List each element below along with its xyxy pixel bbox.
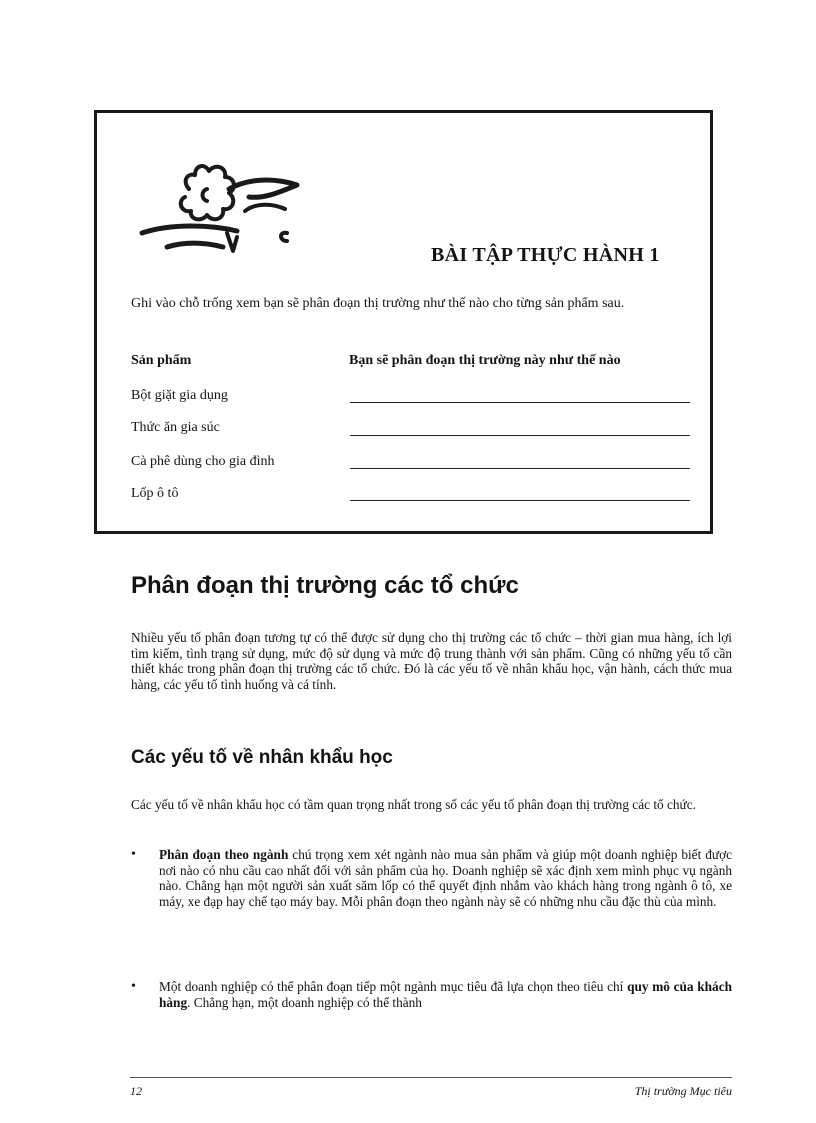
- column-header-product: Sản phẩm: [131, 353, 192, 368]
- answer-blank-line[interactable]: [350, 468, 690, 469]
- bullet-body-text: Một doanh nghiệp có thể phân đoạn tiếp một ngành mục tiêu đã lựa chọn theo tiêu chí: [159, 979, 628, 994]
- bullet-bold-term: Phân đoạn theo ngành: [159, 847, 289, 862]
- exercise-title: BÀI TẬP THỰC HÀNH 1: [431, 244, 660, 266]
- exercise-box: [94, 110, 713, 534]
- bullet-bold-term: quy mô của khách hàng: [159, 979, 732, 1010]
- column-header-segment: Bạn sẽ phân đoạn thị trường này như thế nào: [349, 353, 621, 368]
- product-label: Bột giặt gia dụng: [131, 388, 228, 403]
- product-label: Thức ăn gia súc: [131, 420, 220, 435]
- sun-cloud-logo-icon: [137, 141, 307, 261]
- bullet-body-text: chú trọng xem xét ngành nào mua sản phẩm và giúp một doanh nghiệp biết được nơi nào có nhu cầu cao nhất đối với sản phẩm của họ. Doanh nghiệp sẽ xác định xem mình phục vụ ngành nào. Chẳng hạn một người sản xuất săm lốp có thể quyết định nhắm vào khách hàng trong ngành ô tô, xe máy, xe đạp hay chế tạo máy bay. Mỗi phân đoạn theo ngành này sẽ có những nhu cầu đặc thù của mình.: [159, 847, 732, 909]
- bullet-icon: •: [131, 847, 136, 862]
- answer-blank-line[interactable]: [350, 500, 690, 501]
- bullet-icon: •: [131, 979, 136, 994]
- section-title: Phân đoạn thị trường các tổ chức: [131, 572, 519, 599]
- subsection-title: Các yếu tố về nhân khẩu học: [131, 747, 393, 768]
- subsection-intro-paragraph: Các yếu tố về nhân khẩu học có tầm quan trọng nhất trong số các yếu tố phân đoạn thị trường các tổ chức.: [131, 797, 696, 812]
- answer-blank-line[interactable]: [350, 402, 690, 403]
- section-intro-paragraph: Nhiều yếu tố phân đoạn tương tự có thể được sử dụng cho thị trường các tổ chức – thời gian mua hàng, ích lợi tìm kiếm, tình trạng sử dụng, mức độ sử dụng và mức độ trung thành với sản phẩm. Cũng có những yếu tố cần thiết khác trong phân đoạn thị trường các tổ chức. Đó là các yếu tố về nhân khẩu học, vận hành, cách thức mua hàng, các yếu tố tình huống và cá tính.: [131, 630, 732, 692]
- footer-book-title: Thị trường Mục tiêu: [634, 1084, 732, 1098]
- product-label: Cà phê dùng cho gia đình: [131, 454, 275, 469]
- page-number: 12: [130, 1084, 142, 1098]
- answer-blank-line[interactable]: [350, 435, 690, 436]
- footer-divider: [130, 1077, 732, 1078]
- bullet-body-text: . Chẳng hạn, một doanh nghiệp có thể thành: [187, 994, 422, 1010]
- bullet-item-industry: [159, 847, 732, 909]
- bullet-item-customer-size: [159, 979, 732, 1010]
- product-label: Lốp ô tô: [131, 486, 179, 501]
- exercise-instruction: Ghi vào chỗ trống xem bạn sẽ phân đoạn thị trường như thế nào cho từng sản phẩm sau.: [131, 296, 625, 311]
